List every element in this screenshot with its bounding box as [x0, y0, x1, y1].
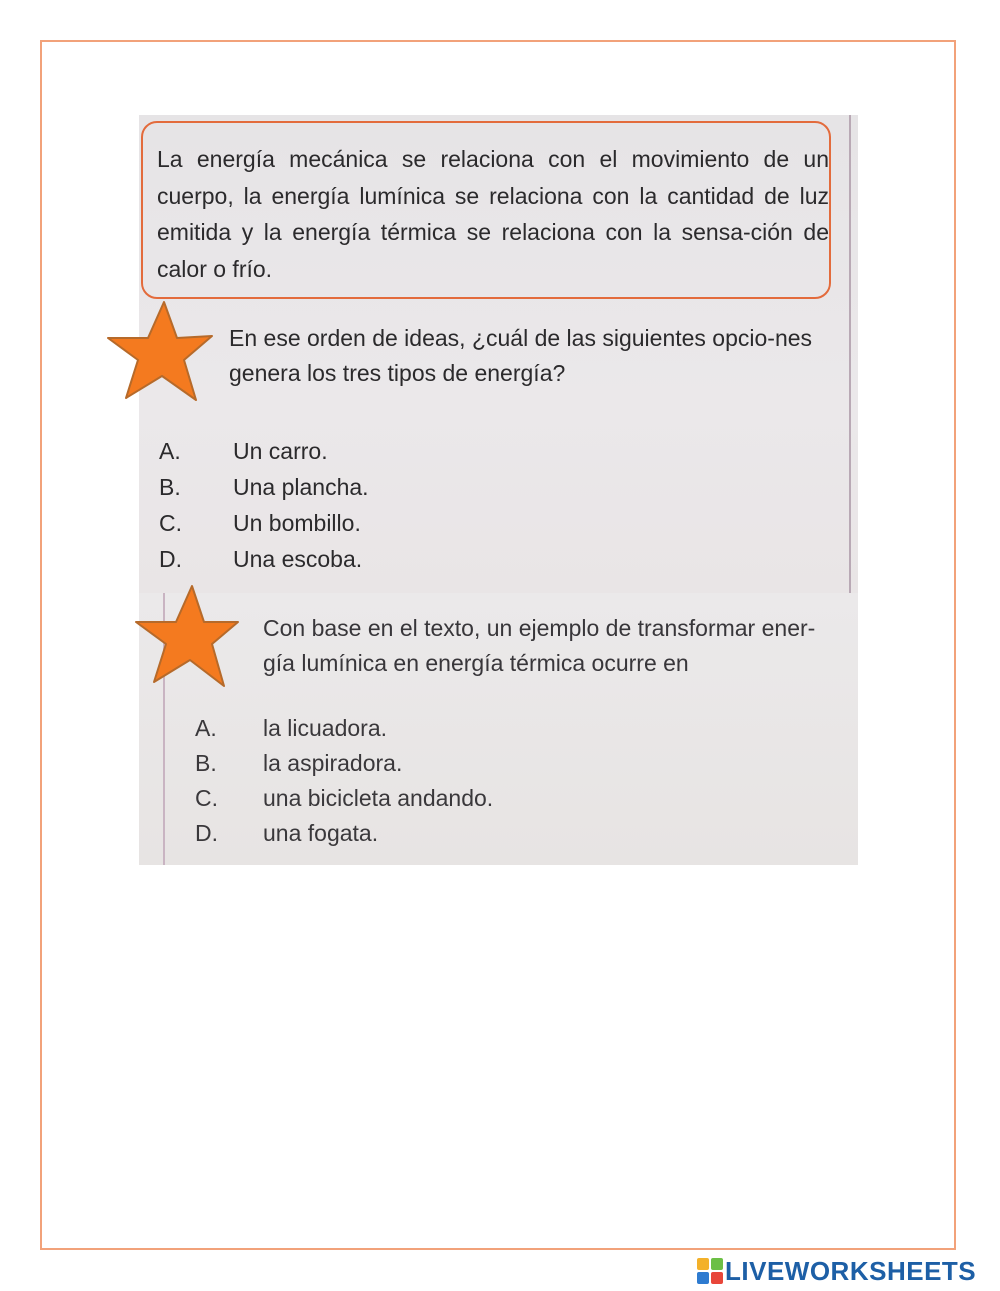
question-2-text: Con base en el texto, un ejemplo de transformar ener-gía lumínica en energía térmica ocurre en — [263, 615, 816, 676]
option-a[interactable] — [159, 433, 369, 469]
option-text: Una escoba. — [233, 546, 363, 572]
option-letter: D. — [195, 820, 218, 846]
option-d[interactable] — [159, 541, 369, 577]
question-1-options — [159, 433, 369, 577]
option-letter: A. — [195, 715, 217, 741]
page-edge-line — [849, 115, 851, 593]
star-icon — [132, 582, 242, 692]
option-c[interactable] — [195, 781, 493, 816]
option-a[interactable] — [195, 711, 493, 746]
option-letter: C. — [159, 510, 182, 536]
passage-text: La energía mecánica se relaciona con el movimiento de un cuerpo, la energía lumínica se relaciona con la cantidad de luz emitida y la energía térmica se relaciona con la sensa-ción de calor o frío. — [157, 146, 829, 282]
option-text: Un carro. — [233, 438, 328, 464]
option-b[interactable] — [159, 469, 369, 505]
option-letter: B. — [195, 750, 217, 776]
option-text: la licuadora. — [263, 715, 388, 741]
option-text: una bicicleta andando. — [263, 785, 494, 811]
liveworksheets-logo[interactable] — [697, 1258, 976, 1284]
question-1-text: En ese orden de ideas, ¿cuál de las siguientes opcio-nes genera los tres tipos de energía? — [229, 325, 813, 386]
option-text: Un bombillo. — [233, 510, 361, 536]
option-d[interactable] — [195, 816, 493, 851]
star-icon — [104, 296, 214, 408]
logo-text: LIVEWORKSHEETS — [725, 1256, 977, 1286]
option-text: Una plancha. — [233, 474, 369, 500]
option-text: la aspiradora. — [263, 750, 403, 776]
option-c[interactable] — [159, 505, 369, 541]
question-2-options — [195, 711, 493, 851]
worksheet-photo — [139, 115, 858, 865]
option-text: una fogata. — [263, 820, 379, 846]
option-b[interactable] — [195, 746, 493, 781]
liveworksheets-logo-icon — [697, 1258, 723, 1284]
option-letter: C. — [195, 785, 218, 811]
option-letter: D. — [159, 546, 182, 572]
option-letter: B. — [159, 474, 181, 500]
option-letter: A. — [159, 438, 181, 464]
